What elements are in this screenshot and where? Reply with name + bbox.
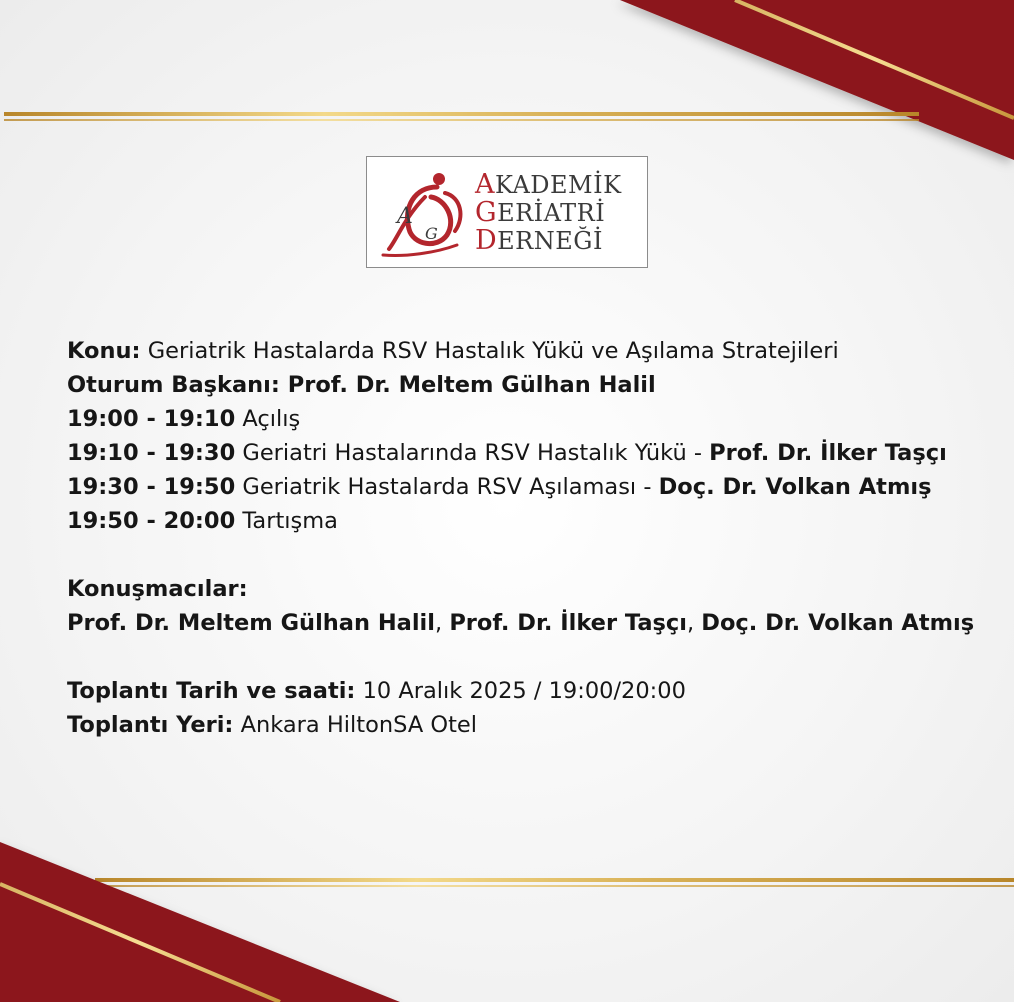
schedule-time: 19:50 - 20:00 <box>67 508 236 534</box>
speakers-label: Konuşmacılar: <box>67 576 248 602</box>
top-gold-rule <box>4 112 919 116</box>
top-right-ribbon <box>620 0 1014 160</box>
schedule-title: Geriatrik Hastalarda RSV Aşılaması <box>235 474 637 500</box>
schedule-time: 19:30 - 19:50 <box>67 474 236 500</box>
meeting-date-label: Toplantı Tarih ve saati: <box>67 678 356 704</box>
schedule-title: Açılış <box>235 406 301 432</box>
schedule-title: Tartışma <box>235 508 338 534</box>
schedule-separator: - <box>686 440 710 466</box>
schedule-time: 19:10 - 19:30 <box>67 440 236 466</box>
speaker-separator: , <box>686 610 702 636</box>
schedule-speaker: Doç. Dr. Volkan Atmış <box>658 474 932 500</box>
topic-value: Geriatrik Hastalarda RSV Hastalık Yükü ve Aşılama Stratejileri <box>140 338 839 364</box>
schedule-separator: - <box>636 474 659 500</box>
meeting-place-label: Toplantı Yeri: <box>67 712 234 738</box>
svg-text:A: A <box>397 204 413 229</box>
adg-monogram-icon <box>375 157 475 267</box>
speakers-heading <box>67 572 997 606</box>
spacer <box>67 538 997 572</box>
logo-line-3: DERNEĞİ <box>475 225 603 256</box>
program-details <box>67 334 997 742</box>
speaker-name: Prof. Dr. İlker Taşçı <box>449 610 687 636</box>
meeting-place-line <box>67 708 997 742</box>
schedule-time: 19:00 - 19:10 <box>67 406 236 432</box>
speakers-list <box>67 606 997 640</box>
logo-line-1: AKADEMİK <box>475 169 622 200</box>
bottom-left-ribbon <box>0 842 400 1002</box>
speaker-separator: , <box>435 610 450 636</box>
topic-line <box>67 334 997 368</box>
topic-label: Konu: <box>67 338 141 364</box>
spacer <box>67 640 997 674</box>
logo-line-2: GERİATRİ <box>475 197 606 228</box>
speaker-name: Doç. Dr. Volkan Atmış <box>701 610 975 636</box>
chair-label: Oturum Başkanı: Prof. Dr. Meltem Gülhan Halil <box>67 372 656 398</box>
association-logo <box>366 156 648 268</box>
association-name <box>475 171 622 255</box>
bottom-gold-rule <box>95 878 1014 882</box>
speaker-name: Prof. Dr. Meltem Gülhan Halil <box>67 610 435 636</box>
chair-line <box>67 368 997 402</box>
schedule-item <box>67 504 997 538</box>
schedule-title: Geriatri Hastalarında RSV Hastalık Yükü <box>235 440 687 466</box>
meeting-date-value: 10 Aralık 2025 / 19:00/20:00 <box>355 678 686 704</box>
schedule-item <box>67 436 997 470</box>
meeting-place-value: Ankara HiltonSA Otel <box>233 712 477 738</box>
svg-text:G: G <box>425 224 438 243</box>
schedule-speaker: Prof. Dr. İlker Taşçı <box>709 440 947 466</box>
schedule-item <box>67 402 997 436</box>
schedule-item <box>67 470 997 504</box>
meeting-date-line <box>67 674 997 708</box>
